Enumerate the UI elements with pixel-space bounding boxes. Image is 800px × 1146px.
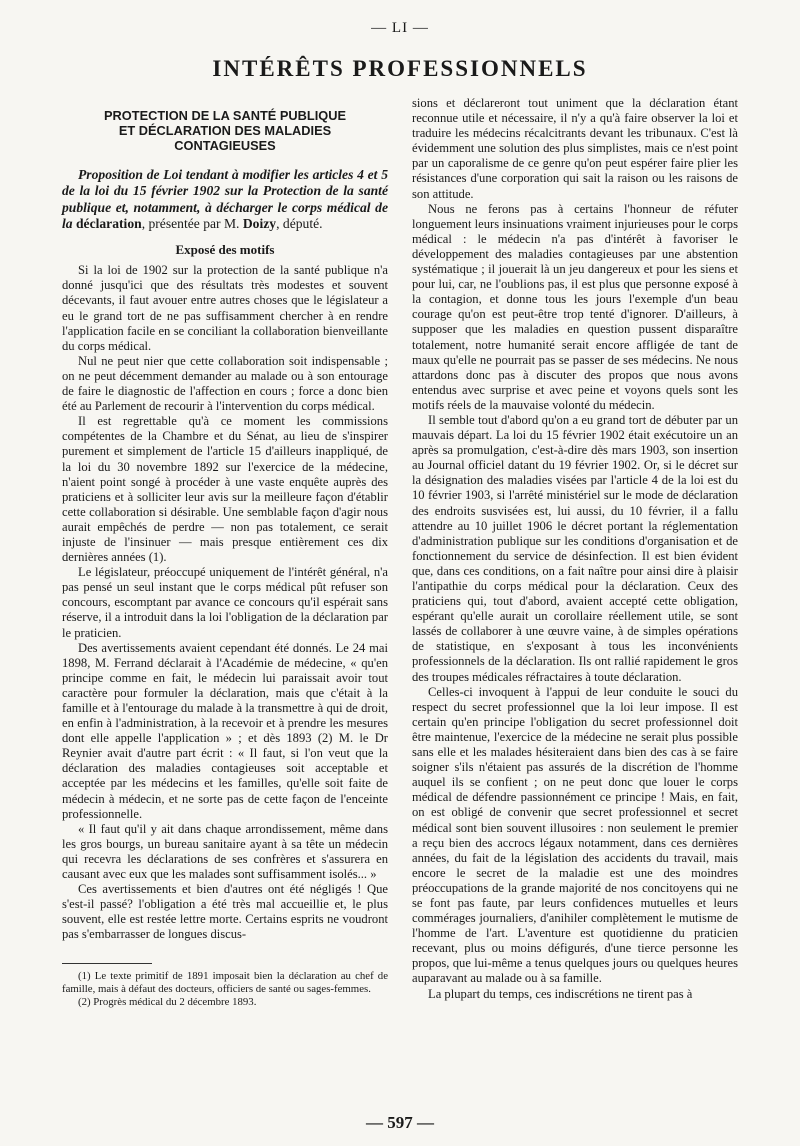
article-heading-line-1: PROTECTION DE LA SANTÉ PUBLIQUE (104, 108, 346, 123)
article-heading-line-3: CONTAGIEUSES (174, 138, 276, 153)
proposal-title (62, 167, 388, 232)
page-number: — 597 — (366, 1113, 434, 1132)
article-heading-line-2: ET DÉCLARATION DES MALADIES (118, 123, 332, 138)
proposal-author: Doizy (242, 215, 277, 231)
paragraph: Des avertissements avaient cependant été donnés. Le 24 mai 1898, M. Ferrand déclarait à l'Académie de médecine, « qu'en principe comme en fait, le médecin lui paraissait avoir tout caractère pour formuler la déclaration, mais que c'était à la famille et à l'entourage du malade à la transmettre à qui de droit, en enfin à l'administration, à la recevoir et à prendre les mesures dont elle appelle l'application » ; et dès 1893 (2) M. le Dr Reynier avait d'autre part écrit : « Il faut, si l'on veut que la déclaration des maladies contagieuses soit acceptable et acceptée par les médecins et les familles, qu'elle soit faite de médecin à médecin, et ne sorte pas de cette façon de l'enceinte professionnelle. (62, 640, 388, 821)
paragraph: Il est regrettable qu'à ce moment les commissions compétentes de la Chambre et du Sénat, au lieu de s'inspirer purement et simplement de l'article 15 d'ailleurs inappliqué, de la loi du 30 novembre 1892 sur l'exercice de la médecine, n'aient point songé à procéder à une vaste enquête auprès des praticiens et à solliciter leur avis sur la meilleure façon d'établir cette collaboration si désirable. Une semblable façon d'agir nous aurait empêchés de perdre — non pas totalement, ce serait injuste de l'insinuer — mais presque entièrement ces dix dernières années (1). (62, 414, 388, 565)
paragraph: Nous ne ferons pas à certains l'honneur de réfuter longuement leurs insinuations vraiment injurieuses pour le corps médical : le médecin n'a pas d'intérêt à favoriser le développement des maladies contagieuses par une abstention systématique ; il jouerait là un jeu dangereux et pour les siens et pour lui, car, ne l'oublions pas, il est plus que personne exposé à la contagion, et donne tous les jours l'exemple d'un beau courage qu'on est peut-être trop tenté d'ignorer. D'ailleurs, à supposer que les maladies en question pussent disparaître totalement, notre humanité serait encore affligée de tant de maux qu'elle ne pourrait pas se passer de ses médecins. Ne nous attardons donc pas à discuter des propos que nous avons entendus avec surprise et avec peine et voyons quels sont les motifs réels de la mauvaise volonté du médecin. (412, 201, 738, 412)
paragraph: Celles-ci invoquent à l'appui de leur conduite le souci du respect du secret professionnel que la loi leur impose. Il est certain qu'en principe l'obligation du secret professionnel doit être maintenue, l'exercice de la médecine ne serait plus possible sans elle et les malades hésiteraient dans bien des cas à se faire soigner s'ils n'étaient pas assurés de la discrétion de l'homme auquel ils se confient ; on ne peut donc que louer le corps médical de défendre passionnément ce principe ! Mais, en fait, on est obligé de convenir que secret professionnel et secret médical sont bien souvent illusoires : non seulement le premier a reçu bien des accrocs légaux notamment, dans ces dernières années, du fait de la législation des accidents du travail, mais encore le secret de la maladie est une des moindres préoccupations de la grande majorité de nos concitoyens qui ne se font pas faute, par leurs confidences mutuelles et leurs commérages journaliers, d'anihiler complètement le mutisme de l'homme de l'art. L'aventure est quotidienne du praticien recevant, plus ou moins défigurés, d'une tierce personne les propos, que lui-même a tenus quelques jours ou quelques heures auparavant au malade ou à sa famille. (412, 684, 738, 986)
left-column (62, 96, 388, 1009)
page-title: INTÉRÊTS PROFESSIONNELS (212, 56, 588, 81)
article-heading (62, 108, 388, 153)
paragraph: La plupart du temps, ces indiscrétions ne tirent pas à (428, 986, 693, 1001)
section-heading: Exposé des motifs (175, 242, 275, 258)
footnote-divider (62, 963, 152, 964)
footnote: (1) Le texte primitif de 1891 imposait bien la déclaration au chef de famille, mais à défaut des docteurs, officiers de santé ou sages-femmes. (62, 969, 388, 995)
paragraph: « Il faut qu'il y ait dans chaque arrondissement, même dans les gros bourgs, un bureau sanitaire ayant à sa tête un médecin qui recevra les déclarations de ses confrères et s'assurera en causant avec eux que les malades sont suffisamment isolés... » (62, 821, 388, 882)
proposal-role: , député. (276, 215, 323, 231)
paragraph: Il semble tout d'abord qu'on a eu grand tort de débuter par un mauvais départ. La loi du 15 février 1902 était exécutoire un an après sa promulgation, c'est-à-dire dès mars 1903, son insertion au Journal officiel datant du 19 février 1902. Or, si le décret sur la désignation des maladies visées par l'article 4 de la loi est du 10 février 1903, si l'arrêté ministériel sur le mode de déclaration des endroits susvisées est, lui aussi, du 10 février, il a fallu attendre au 10 juillet 1906 le décret portant la réglementation d'administration publique sur les conditions d'organisation et de fonctionnement du service de désinfection. Il est bien évident que, dans ces conditions, on a fait naître pour ainsi dire à plaisir l'antipathie du corps médical pour la déclaration. Ceux des praticiens qui, tout d'abord, avaient accepté cette obligation, espérant qu'elle aurait un corollaire réellement utile, se sont lassés de collaborer à une œuvre vaine, à de simples opérations de statistique, en s'exposant à tous les inconvénients professionnels de la déclaration. Ils ont rallié rapidement le gros des troupes médicales réfractaires à toute déclaration. (412, 412, 738, 684)
paragraph: Si la loi de 1902 sur la protection de la santé publique n'a donné jusqu'ici que des résultats très modestes et souvent décevants, il faut avouer entre autres choses que le législateur a eu le grand tort de ne pas suffisamment chercher à en rendre l'application facile en se conciliant la collaboration bienveillante du corps médical. (62, 263, 388, 353)
page-roman-number: — LI — (371, 20, 429, 36)
right-column (412, 96, 738, 1002)
paragraph: sions et déclareront tout uniment que la déclaration étant reconnue utile et nécessaire, il n'y a qu'à faire observer la loi et traduire les médecins récalcitrants devant les tribunaux. C'est là évidemment une solution des plus simplistes, mais ce n'est point par un caporalisme de ce genre qu'on peut espérer faire plier les résistances d'une corporation qui sait la raison ou les raisons de son attitude. (412, 96, 738, 201)
paragraph: Ces avertissements et bien d'autres ont été négligés ! Que s'est-il passé? l'obligation a été très mal accueillie et, le plus souvent, elle est restée lettre morte. Certains esprits ne voudront pas s'embarrasser de longues discus- (62, 882, 388, 942)
paragraph: Nul ne peut nier que cette collaboration soit indispensable ; on ne peut décemment demander au malade ou à son entourage de faire le diagnostic de l'affection en cours ; force a donc bien été au Parlement de recourir à l'intervention du corps médical. (62, 353, 388, 414)
proposal-italic: Proposition de Loi tendant à modifier les articles 4 et 5 de la loi du 15 février 1902 sur la Protection de la santé publique et, notamment, à décharger le corps médical de la (62, 167, 388, 231)
paragraph: Le législateur, préoccupé uniquement de l'intérêt général, n'a pas pensé un seul instant que le corps médical pût refuser son concours, escomptant par avance ce concours qu'il espérait sans réserve, il a introduit dans la loi l'obligation de la déclaration par le praticien. (62, 565, 388, 640)
proposal-presented: , présentée par M. (141, 215, 240, 231)
footnote: (2) Progrès médical du 2 décembre 1893. (78, 995, 257, 1008)
proposal-bold-word: déclaration (75, 215, 142, 231)
